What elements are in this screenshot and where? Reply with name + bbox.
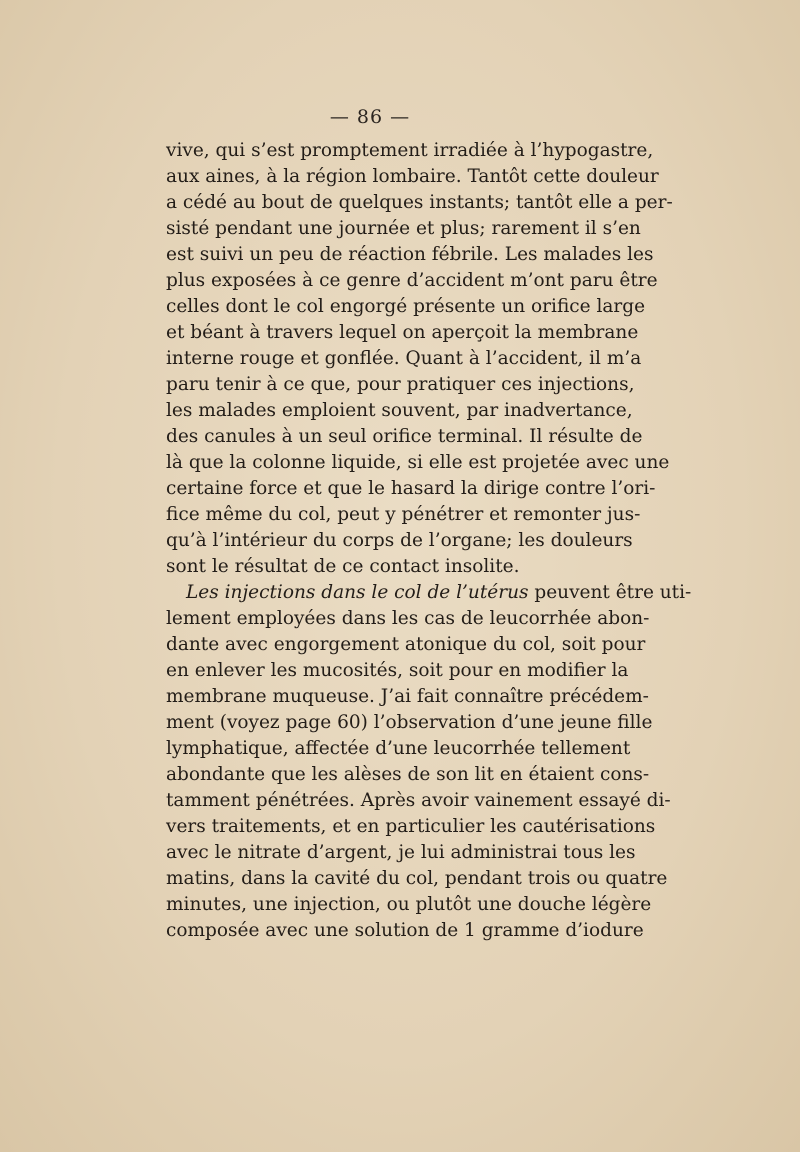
text-run: peuvent être uti- (528, 582, 692, 603)
text-line: composée avec une solution de 1 gramme d’iodure (166, 920, 644, 941)
text-line: matins, dans la cavité du col, pendant trois ou quatre (166, 868, 668, 889)
text-line: des canules à un seul orifice terminal. Il résulte de (166, 426, 643, 447)
italic-phrase: Les injections dans le col de l’utérus (186, 582, 529, 603)
text-line: lymphatique, affectée d’une leucorrhée tellement (166, 738, 631, 759)
text-line: les malades emploient souvent, par inadvertance, (166, 400, 633, 421)
text-line: avec le nitrate d’argent, je lui administrai tous les (166, 842, 636, 863)
text-line: vive, qui s’est promptement irradiée à l’hypogastre, (166, 140, 654, 161)
text-line: lement employées dans les cas de leucorrhée abon- (166, 608, 650, 629)
text-line: membrane muqueuse. J’ai fait connaître précédem- (166, 686, 649, 707)
text-line: et béant à travers lequel on aperçoit la membrane (166, 322, 639, 343)
text-line: tamment pénétrées. Après avoir vainement essayé di- (166, 790, 671, 811)
body-text (166, 138, 692, 944)
text-line: minutes, une injection, ou plutôt une douche légère (166, 894, 652, 915)
paragraph-start-line (166, 580, 692, 606)
text-line: aux aines, à la région lombaire. Tantôt cette douleur (166, 166, 659, 187)
text-line: fice même du col, peut y pénétrer et remonter jus- (166, 504, 641, 525)
text-line: celles dont le col engorgé présente un orifice large (166, 296, 646, 317)
page-number: — 86 — (329, 106, 411, 128)
text-line: sisté pendant une journée et plus; rarement il s’en (166, 218, 641, 239)
text-line: en enlever les mucosités, soit pour en modifier la (166, 660, 629, 681)
text-line: a cédé au bout de quelques instants; tantôt elle a per- (166, 192, 673, 213)
text-line: là que la colonne liquide, si elle est projetée avec une (166, 452, 670, 473)
text-line: abondante que les alèses de son lit en étaient cons- (166, 764, 650, 785)
text-line: interne rouge et gonflée. Quant à l’accident, il m’a (166, 348, 642, 369)
text-line: dante avec engorgement atonique du col, soit pour (166, 634, 646, 655)
text-line: est suivi un peu de réaction fébrile. Les malades les (166, 244, 654, 265)
text-line: plus exposées à ce genre d’accident m’ont paru être (166, 270, 658, 291)
text-line: paru tenir à ce que, pour pratiquer ces injections, (166, 374, 635, 395)
text-line: qu’à l’intérieur du corps de l’organe; les douleurs (166, 530, 633, 551)
text-line: ment (voyez page 60) l’observation d’une jeune fille (166, 712, 653, 733)
text-line: vers traitements, et en particulier les cautérisations (166, 816, 656, 837)
text-line: certaine force et que le hasard la dirige contre l’ori- (166, 478, 656, 499)
text-line: sont le résultat de ce contact insolite. (166, 556, 520, 577)
